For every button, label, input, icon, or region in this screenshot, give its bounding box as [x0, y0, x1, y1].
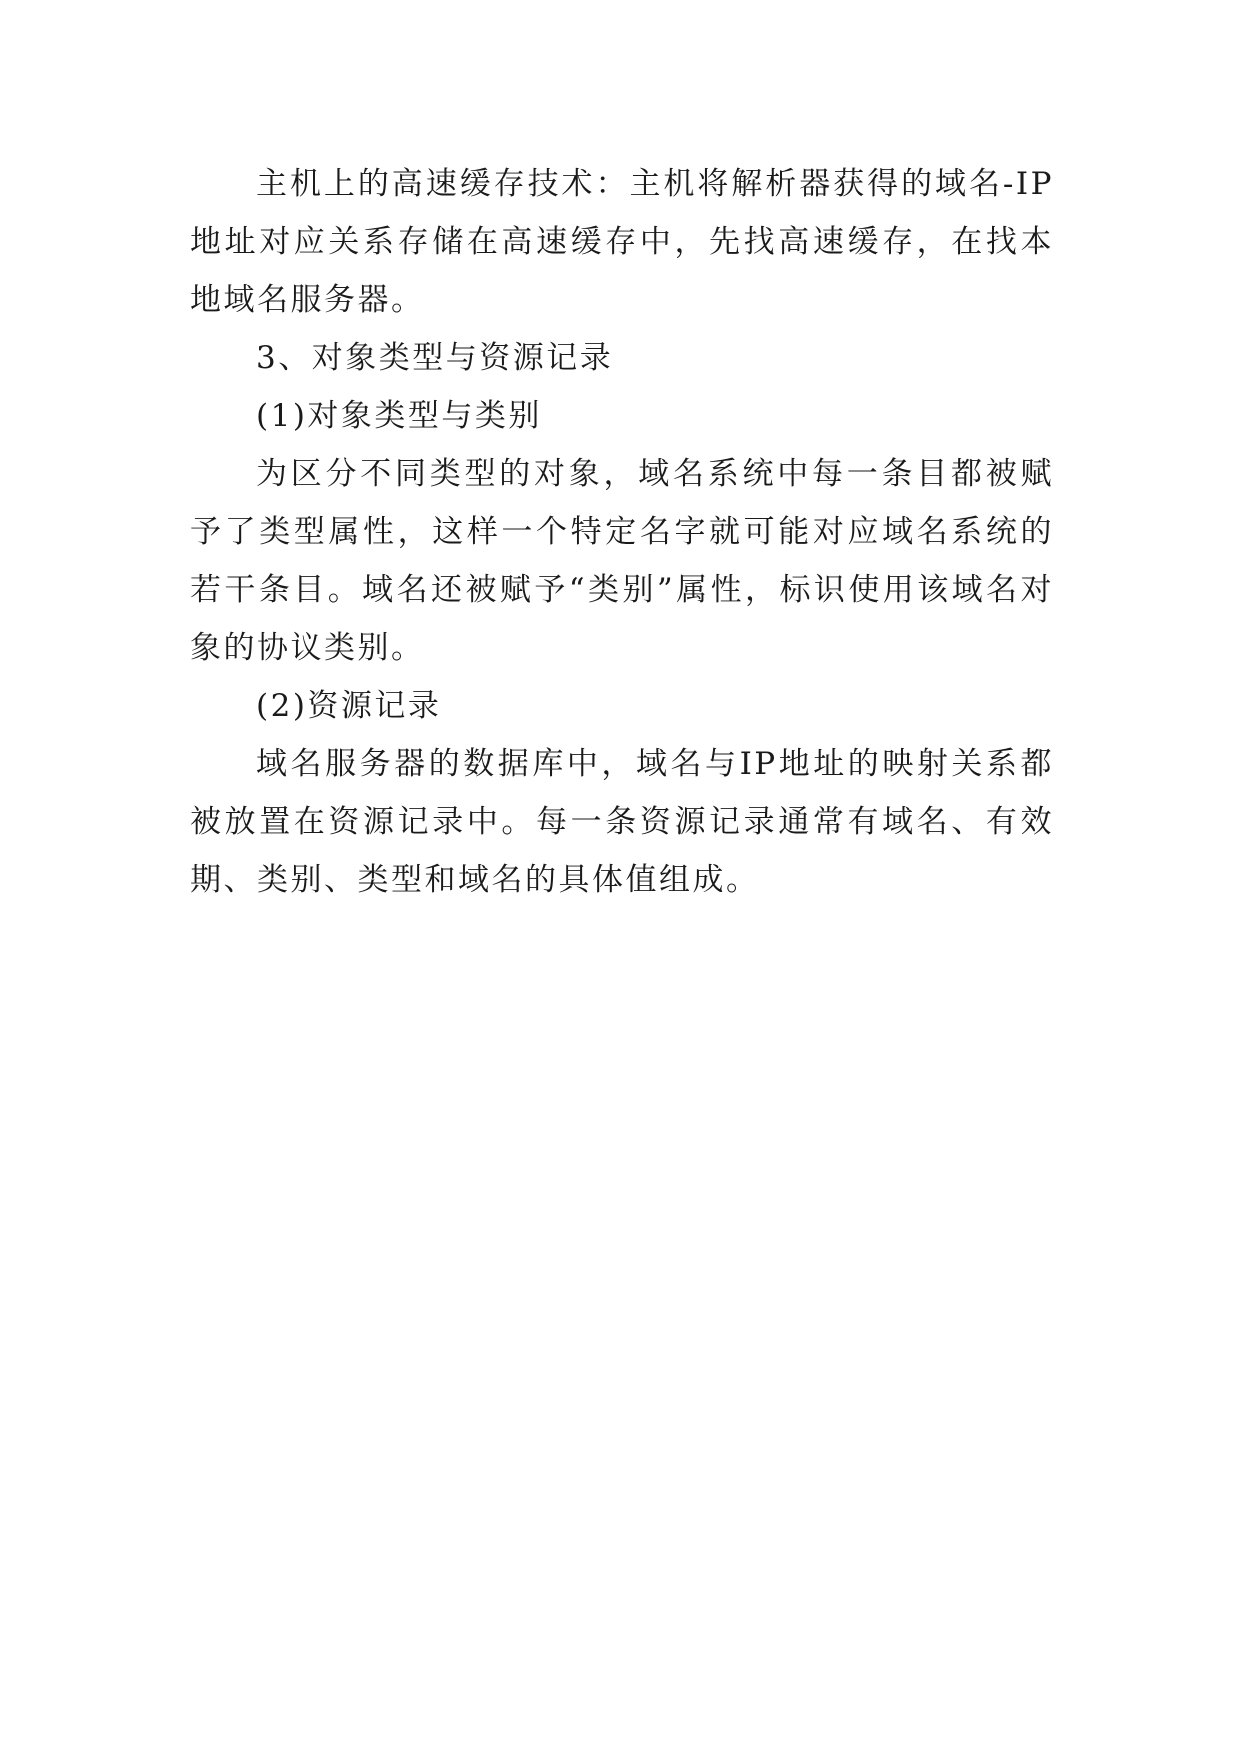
paragraph-resource-records: 域名服务器的数据库中，域名与IP地址的映射关系都被放置在资源记录中。每一条资源记录通常有域名、有效期、类别、类型和域名的具体值组成。 — [190, 746, 1054, 898]
subsection-heading-types-classes: (1)对象类型与类别 — [256, 398, 542, 434]
document-body — [190, 155, 1054, 909]
paragraph-types-classes: 为区分不同类型的对象，域名系统中每一条目都被赋予了类型属性，这样一个特定名字就可能对应域名系统的若干条目。域名还被赋予“类别”属性，标识使用该域名对象的协议类别。 — [190, 456, 1054, 666]
subsection-heading-resource-records: (2)资源记录 — [256, 688, 442, 724]
section-heading-object-types: 3、对象类型与资源记录 — [256, 340, 614, 376]
paragraph-host-cache: 主机上的高速缓存技术：主机将解析器获得的域名-IP地址对应关系存储在高速缓存中，先找高速缓存，在找本地域名服务器。 — [190, 166, 1054, 318]
